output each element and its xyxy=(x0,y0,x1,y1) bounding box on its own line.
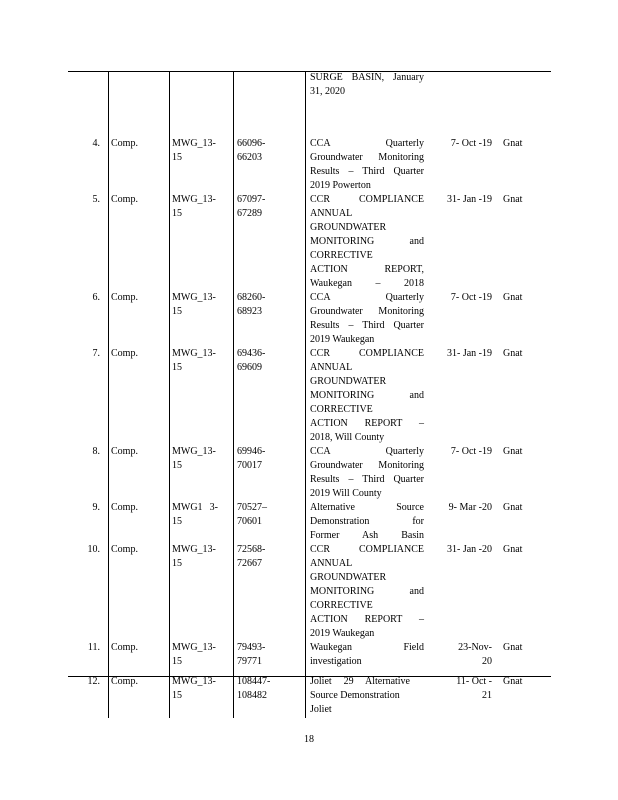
document-type: Comp. xyxy=(111,292,138,303)
party: Gnat xyxy=(503,292,523,303)
document-type: Comp. xyxy=(111,642,138,653)
party: Gnat xyxy=(503,642,523,653)
document-description: CCA Quarterly Groundwater Monitoring Results – Third Quarter 2019 Waukegan xyxy=(310,292,424,345)
document-description: CCR COMPLIANCE ANNUAL GROUNDWATER MONITORING and CORRECTIVE ACTION REPORT, Waukegan – 2018 xyxy=(310,194,424,289)
document-date: 31- Jan -20 xyxy=(447,544,492,555)
document-description: Waukegan Field investigation xyxy=(310,642,424,667)
bates-range: 70527– 70601 xyxy=(237,502,267,527)
document-description: Alternative Source Demonstration for Former Ash Basin xyxy=(310,502,424,541)
document-description: CCA Quarterly Groundwater Monitoring Results – Third Quarter 2019 Powerton xyxy=(310,138,424,191)
document-type: Comp. xyxy=(111,194,138,205)
document-date: 7- Oct -19 xyxy=(450,138,492,149)
document-type: Comp. xyxy=(111,138,138,149)
well-id: MWG_13- 15 xyxy=(172,544,216,569)
bates-range: 69436- 69609 xyxy=(237,348,266,373)
document-description: CCA Quarterly Groundwater Monitoring Results – Third Quarter 2019 Will County xyxy=(310,446,424,499)
continued-description: SURGE BASIN, January 31, 2020 xyxy=(310,72,424,97)
party: Gnat xyxy=(503,446,523,457)
document-date: 7- Oct -19 xyxy=(450,292,492,303)
document-type: Comp. xyxy=(111,544,138,555)
row-number: 4. xyxy=(92,138,100,149)
well-id: MWG_13- 15 xyxy=(172,292,216,317)
row-number: 10. xyxy=(87,544,100,555)
well-id: MWG_13- 15 xyxy=(172,348,216,373)
document-type: Comp. xyxy=(111,348,138,359)
document-description: CCR COMPLIANCE ANNUAL GROUNDWATER MONITORING and CORRECTIVE ACTION REPORT – 2019 Waukegan xyxy=(310,544,424,639)
row-number: 5. xyxy=(92,194,100,205)
well-id: MWG_13- 15 xyxy=(172,194,216,219)
column-divider xyxy=(169,71,170,718)
row-number: 8. xyxy=(92,446,100,457)
document-description: Joliet 29 Alternative Source Demonstration Joliet xyxy=(310,676,410,715)
column-divider xyxy=(305,71,306,718)
bates-range: 69946- 70017 xyxy=(237,446,266,471)
bates-range: 72568- 72667 xyxy=(237,544,266,569)
document-type: Comp. xyxy=(111,502,138,513)
bates-range: 68260- 68923 xyxy=(237,292,266,317)
party: Gnat xyxy=(503,138,523,149)
well-id: MWG_13- 15 xyxy=(172,676,216,701)
document-description: CCR COMPLIANCE ANNUAL GROUNDWATER MONITORING and CORRECTIVE ACTION REPORT – 2018, Will County xyxy=(310,348,424,443)
row-number: 12. xyxy=(87,676,100,687)
document-date: 7- Oct -19 xyxy=(450,446,492,457)
page-number: 18 xyxy=(304,734,314,745)
document-date: 31- Jan -19 xyxy=(447,194,492,205)
bates-range: 79493- 79771 xyxy=(237,642,266,667)
column-divider xyxy=(233,71,234,718)
column-divider xyxy=(108,71,109,718)
row-number: 7. xyxy=(92,348,100,359)
well-id: MWG1 3- 15 xyxy=(172,502,218,527)
well-id: MWG_13- 15 xyxy=(172,642,216,667)
document-type: Comp. xyxy=(111,446,138,457)
well-id: MWG_13- 15 xyxy=(172,138,216,163)
party: Gnat xyxy=(503,544,523,555)
bates-range: 67097- 67289 xyxy=(237,194,266,219)
bates-range: 108447- 108482 xyxy=(237,676,271,701)
row-number: 11. xyxy=(87,642,100,653)
document-date: 31- Jan -19 xyxy=(447,348,492,359)
bates-range: 66096- 66203 xyxy=(237,138,266,163)
party: Gnat xyxy=(503,348,523,359)
party: Gnat xyxy=(503,502,523,513)
party: Gnat xyxy=(503,676,523,687)
document-date: 11- Oct - 21 xyxy=(456,676,492,701)
row-number: 6. xyxy=(92,292,100,303)
row-number: 9. xyxy=(92,502,100,513)
well-id: MWG_13- 15 xyxy=(172,446,216,471)
document-type: Comp. xyxy=(111,676,138,687)
party: Gnat xyxy=(503,194,523,205)
document-date: 9- Mar -20 xyxy=(448,502,492,513)
document-date: 23-Nov- 20 xyxy=(458,642,492,667)
